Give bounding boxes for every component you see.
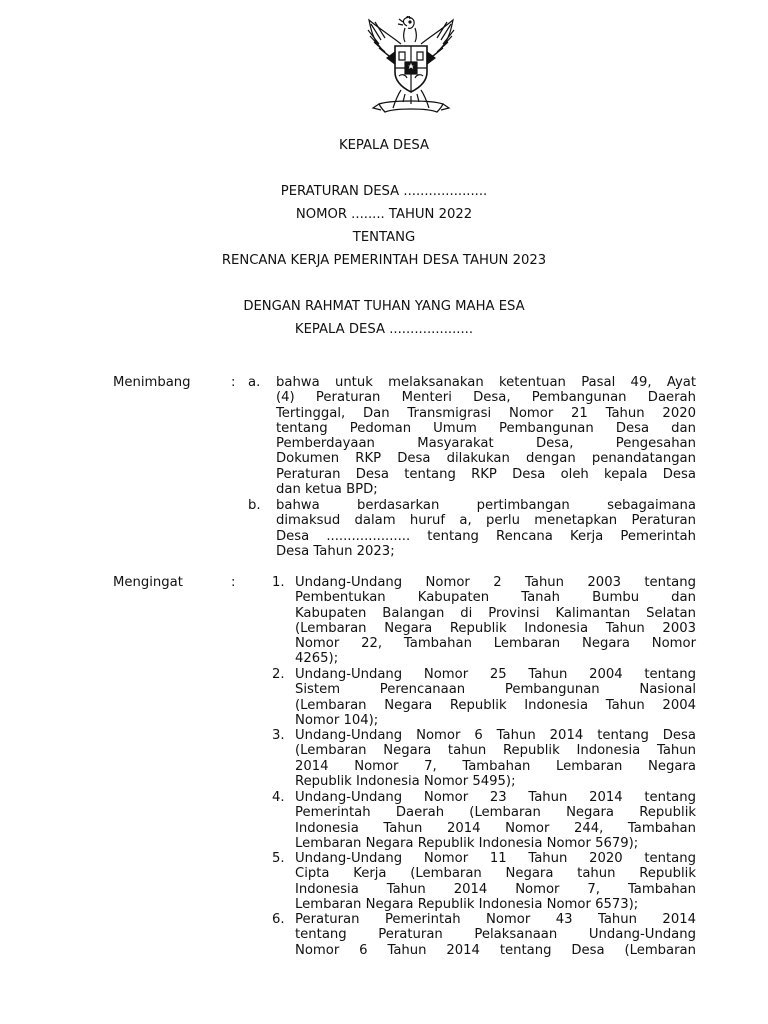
text-line: (4) Peraturan Menteri Desa, Pembangunan Daerah [276, 390, 696, 406]
text-line: Nomor 104); [295, 712, 379, 728]
mengingat-item-marker: 3. [272, 728, 285, 743]
mengingat-item-3 [295, 728, 696, 789]
text-line: dimaksud dalam huruf a, perlu menetapkan Peraturan [276, 513, 696, 529]
mengingat-colon: : [231, 575, 236, 590]
heading-kepala-desa: KEPALA DESA [338, 138, 430, 153]
mengingat-item-marker: 2. [272, 667, 285, 682]
text-line: Tertinggal, Dan Transmigrasi Nomor 21 Tahun 2020 [276, 405, 696, 421]
mengingat-item-marker: 6. [272, 912, 285, 927]
text-line: Lembaran Negara Republik Indonesia Nomor 5679); [295, 835, 639, 851]
text-line: tentang Pedoman Umum Pembangunan Desa dan [276, 420, 696, 436]
text-line: Peraturan Pemerintah Nomor 43 Tahun 2014 [295, 912, 696, 927]
text-line: (Lembaran Negara Republik Indonesia Tahun 2003 [295, 620, 696, 636]
text-line: Undang-Undang Nomor 11 Tahun 2020 tentang [295, 851, 696, 866]
text-line: Dokumen RKP Desa dilakukan dengan penandatangan [276, 451, 696, 467]
text-line: Undang-Undang Nomor 6 Tahun 2014 tentang Desa [295, 728, 696, 743]
mengingat-item-1 [295, 575, 696, 667]
blessing-line: DENGAN RAHMAT TUHAN YANG MAHA ESA [243, 299, 525, 314]
text-line: Republik Indonesia Nomor 5495); [295, 773, 516, 789]
text-line: tentang Peraturan Pelaksanaan Undang-Undang [295, 927, 696, 943]
text-line: Undang-Undang Nomor 23 Tahun 2014 tentang [295, 790, 696, 805]
garuda-emblem [357, 16, 465, 116]
menimbang-item-b [276, 498, 696, 559]
text-line: Pemberdayaan Masyarakat Desa, Pengesahan [276, 436, 696, 452]
menimbang-item-marker: b. [248, 498, 261, 513]
text-line: Kabupaten Balangan di Provinsi Kalimantan Selatan [295, 605, 696, 621]
text-line: Desa .................... tentang Rencana Kerja Pemerintah [276, 528, 696, 544]
text-line: Nomor 22, Tambahan Lembaran Negara Nomor [295, 636, 696, 652]
text-line: Pembentukan Kabupaten Tanah Bumbu dan [295, 590, 696, 606]
regulation-subject: RENCANA KERJA PEMERINTAH DESA TAHUN 2023 [221, 253, 547, 268]
text-line: Indonesia Tahun 2014 Nomor 7, Tambahan [295, 881, 696, 897]
text-line: Desa Tahun 2023; [276, 543, 395, 559]
mengingat-item-marker: 5. [272, 851, 285, 866]
head-of-village-line: KEPALA DESA .................... [294, 322, 474, 337]
text-line: Lembaran Negara Republik Indonesia Nomor 6573); [295, 896, 639, 912]
mengingat-item-marker: 4. [272, 790, 285, 805]
menimbang-label: Menimbang [113, 375, 191, 390]
text-line: Undang-Undang Nomor 2 Tahun 2003 tentang [295, 575, 696, 590]
text-line: 2014 Nomor 7, Tambahan Lembaran Negara [295, 758, 696, 774]
mengingat-item-marker: 1. [272, 575, 285, 590]
mengingat-item-2 [295, 667, 696, 728]
text-line: (Lembaran Negara Republik Indonesia Tahun 2004 [295, 697, 696, 713]
text-line: 4265); [295, 651, 339, 667]
mengingat-item-6 [295, 912, 696, 958]
regulation-number: NOMOR ........ TAHUN 2022 [295, 207, 473, 222]
text-line: dan ketua BPD; [276, 482, 378, 498]
mengingat-item-4 [295, 790, 696, 851]
text-line: bahwa berdasarkan pertimbangan sebagaimana [276, 498, 696, 513]
text-line: Cipta Kerja (Lembaran Negara tahun Republik [295, 866, 696, 882]
menimbang-item-marker: a. [248, 375, 261, 390]
mengingat-label: Mengingat [113, 575, 183, 590]
text-line: Undang-Undang Nomor 25 Tahun 2004 tentang [295, 667, 696, 682]
menimbang-colon: : [231, 375, 236, 390]
text-line: Peraturan Desa tentang RKP Desa oleh kepala Desa [276, 466, 696, 482]
text-line: bahwa untuk melaksanakan ketentuan Pasal 49, Ayat [276, 375, 696, 390]
text-line: Pemerintah Daerah (Lembaran Negara Republik [295, 805, 696, 821]
text-line: Indonesia Tahun 2014 Nomor 244, Tambahan [295, 820, 696, 836]
text-line: Nomor 6 Tahun 2014 tentang Desa (Lembaran [295, 942, 696, 958]
mengingat-item-5 [295, 851, 696, 912]
regulation-title: PERATURAN DESA .................... [280, 184, 488, 199]
tentang-heading: TENTANG [352, 230, 416, 245]
text-line: (Lembaran Negara tahun Republik Indonesia Tahun [295, 743, 696, 759]
menimbang-item-a [276, 375, 696, 497]
text-line: Sistem Perencanaan Pembangunan Nasional [295, 682, 696, 698]
